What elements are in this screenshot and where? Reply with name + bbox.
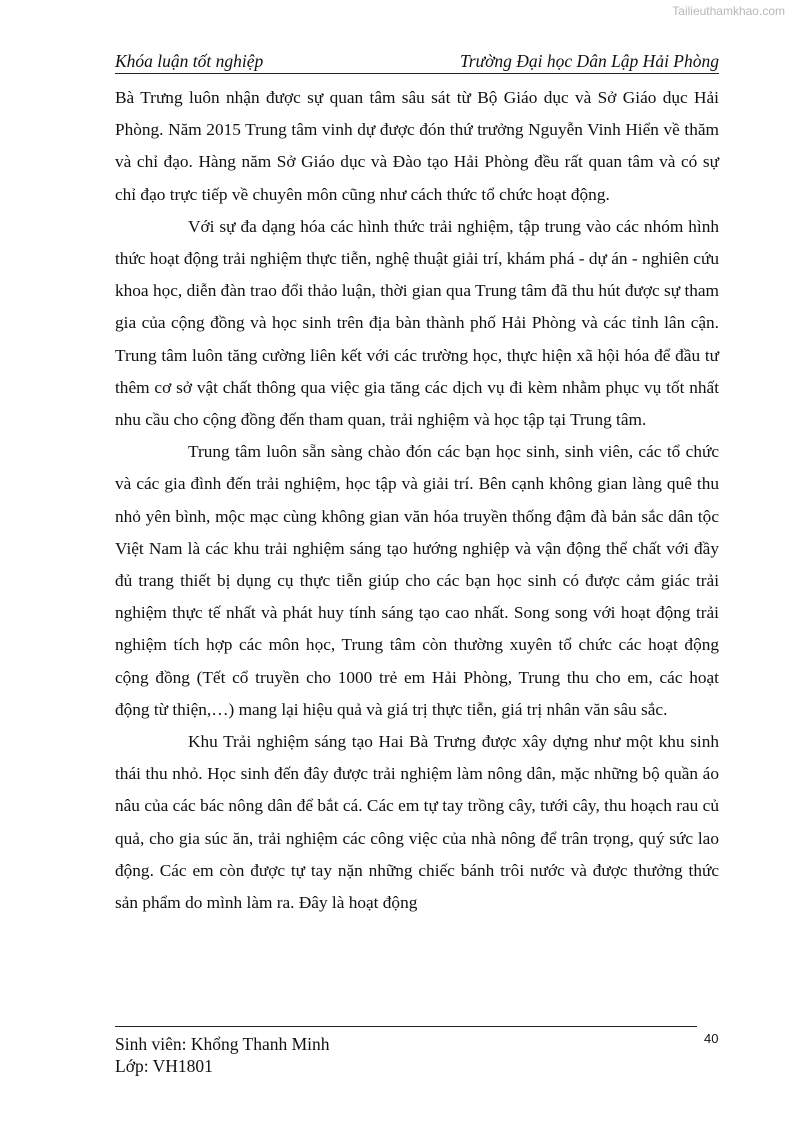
header-university: Trường Đại học Dân Lập Hải Phòng — [459, 51, 719, 71]
paragraph-continuation: Bà Trưng luôn nhận được sự quan tâm sâu sát từ Bộ Giáo dục và Sở Giáo dục Hải Phòng. Năm 2015 Trung tâm vinh dự được đón thứ trưởng Nguyễn Vinh Hiển về thăm và chỉ đạo. Hàng năm Sở Giáo dục và Đào tạo Hải Phòng đều rất quan tâm và có sự chỉ đạo trực tiếp về chuyên môn cũng như cách thức tổ chức hoạt động. — [115, 88, 719, 204]
footer-class: Lớp: VH1801 — [115, 1056, 213, 1076]
header-divider — [115, 73, 719, 74]
page-footer — [115, 1033, 330, 1077]
paragraph: Khu Trải nghiệm sáng tạo Hai Bà Trưng được xây dựng như một khu sinh thái thu nhỏ. Học sinh đến đây được trải nghiệm làm nông dân, mặc những bộ quần áo nâu của các bác nông dân để bắt cá. Các em tự tay trồng cây, tưới cây, thu hoạch rau củ quả, cho gia súc ăn, trải nghiệm các công việc của nhà nông để trân trọng, quý sức lao động. Các em còn được tự tay nặn những chiếc bánh trôi nước và được thưởng thức sản phẩm do mình làm ra. Đây là hoạt động — [115, 732, 719, 913]
page-header — [115, 50, 719, 72]
footer-student: Sinh viên: Khổng Thanh Minh — [115, 1034, 330, 1054]
header-thesis-title: Khóa luận tốt nghiệp — [115, 51, 264, 71]
watermark: Tailieuthamkhao.com — [672, 4, 785, 18]
paragraph: Trung tâm luôn sẵn sàng chào đón các bạn học sinh, sinh viên, các tổ chức và các gia đình đến trải nghiệm, học tập và giải trí. Bên cạnh không gian làng quê thu nhỏ yên bình, mộc mạc cùng không gian văn hóa truyền thống đậm đà bản sắc dân tộc Việt Nam là các khu trải nghiệm sáng tạo hướng nghiệp và vận động thể chất với đầy đủ trang thiết bị dụng cụ thực tiễn giúp cho các bạn học sinh có được cảm giác trải nghiệm thực tế nhất và phát huy tính sáng tạo cao nhất. Song song với hoạt động trải nghiệm tích hợp các môn học, Trung tâm còn thường xuyên tổ chức các hoạt động cộng đồng (Tết cổ truyền cho 1000 trẻ em Hải Phòng, Trung thu cho em, các hoạt động từ thiện,…) mang lại hiệu quả và giá trị thực tiễn, giá trị nhân văn sâu sắc. — [115, 442, 719, 719]
page-number: 40 — [704, 1031, 719, 1046]
paragraph: Với sự đa dạng hóa các hình thức trải nghiệm, tập trung vào các nhóm hình thức hoạt động trải nghiệm thực tiễn, nghệ thuật giải trí, khám phá - dự án - nghiên cứu khoa học, diễn đàn trao đổi thảo luận, thời gian qua Trung tâm đã thu hút được sự tham gia của cộng đồng và học sinh trên địa bàn thành phố Hải Phòng và các tỉnh lân cận. Trung tâm luôn tăng cường liên kết với các trường học, thực hiện xã hội hóa để đầu tư thêm cơ sở vật chất thông qua việc gia tăng các dịch vụ đi kèm nhằm phục vụ tốt nhất nhu cầu cho cộng đồng đến tham quan, trải nghiệm và học tập tại Trung tâm. — [115, 216, 719, 430]
document-body — [115, 82, 719, 919]
footer-divider — [115, 1026, 697, 1027]
